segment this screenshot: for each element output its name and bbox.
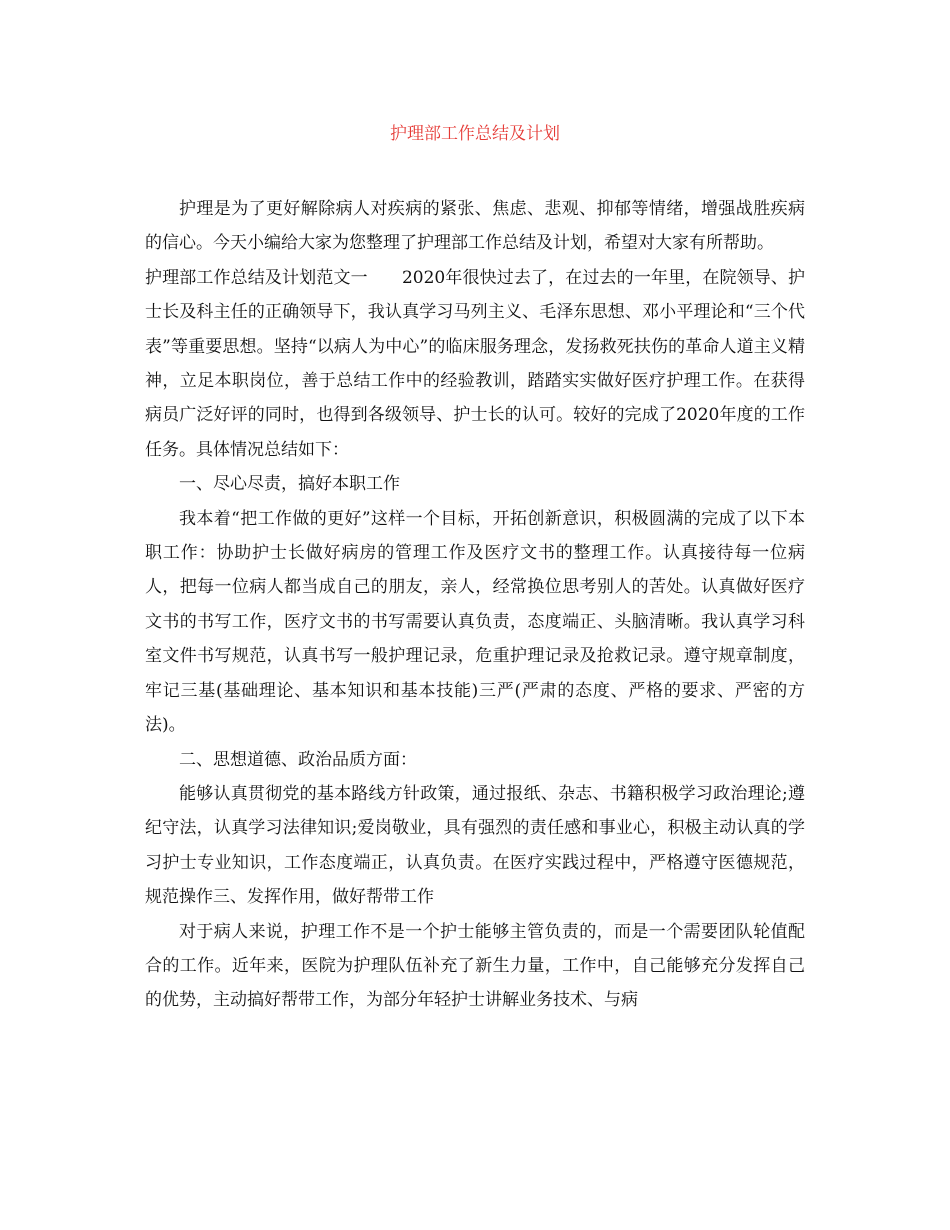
- paragraph-ethics: 能够认真贯彻党的基本路线方针政策，通过报纸、杂志、书籍积极学习政治理论;遵纪守法，认真学习法律知识;爱岗敬业，具有强烈的责任感和事业心，积极主动认真的学习护士专业知识，工作态度端正，认真负责。在医疗实践过程中，严格遵守医德规范，规范操作三、发挥作用，做好帮带工作: [145, 783, 805, 908]
- section-heading-one: 一、尽心尽责，搞好本职工作: [179, 474, 400, 495]
- paragraph-team: 对于病人来说，护理工作不是一个护士能够主管负责的，而是一个需要团队轮值配合的工作。近年来，医院为护理队伍补充了新生力量，工作中，自己能够充分发挥自己的优势，主动搞好帮带工作，为部分年轻护士讲解业务技术、与病: [145, 921, 805, 1011]
- paragraph-sample-one: 护理部工作总结及计划范文一 2020年很快过去了，在过去的一年里，在院领导、护士长及科主任的正确领导下，我认真学习马列主义、毛泽东思想、邓小平理论和“三个代表”等重要思想。坚持“以病人为中心”的临床服务理念，发扬救死扶伤的革命人道主义精神，立足本职岗位，善于总结工作中的经验教训，踏踏实实做好医疗护理工作。在获得病员广泛好评的同时，也得到各级领导、护士长的认可。较好的完成了2020年度的工作任务。具体情况总结如下：: [145, 267, 805, 460]
- document-title: 护理部工作总结及计划: [390, 124, 560, 144]
- paragraph-duty: 我本着“把工作做的更好”这样一个目标，开拓创新意识，积极圆满的完成了以下本职工作：协助护士长做好病房的管理工作及医疗文书的整理工作。认真接待每一位病人，把每一位病人都当成自己的朋友，亲人，经常换位思考别人的苦处。认真做好医疗文书的书写工作，医疗文书的书写需要认真负责，态度端正、头脑清晰。我认真学习科室文件书写规范，认真书写一般护理记录，危重护理记录及抢救记录。遵守规章制度，牢记三基(基础理论、基本知识和基本技能)三严(严肃的态度、严格的要求、严密的方法)。: [145, 508, 805, 736]
- document-body: [145, 192, 805, 1018]
- section-heading-two: 二、思想道德、政治品质方面：: [179, 749, 417, 770]
- paragraph-intro: 护理是为了更好解除病人对疾病的紧张、焦虑、悲观、抑郁等情绪，增强战胜疾病的信心。今天小编给大家为您整理了护理部工作总结及计划，希望对大家有所帮助。: [145, 199, 805, 254]
